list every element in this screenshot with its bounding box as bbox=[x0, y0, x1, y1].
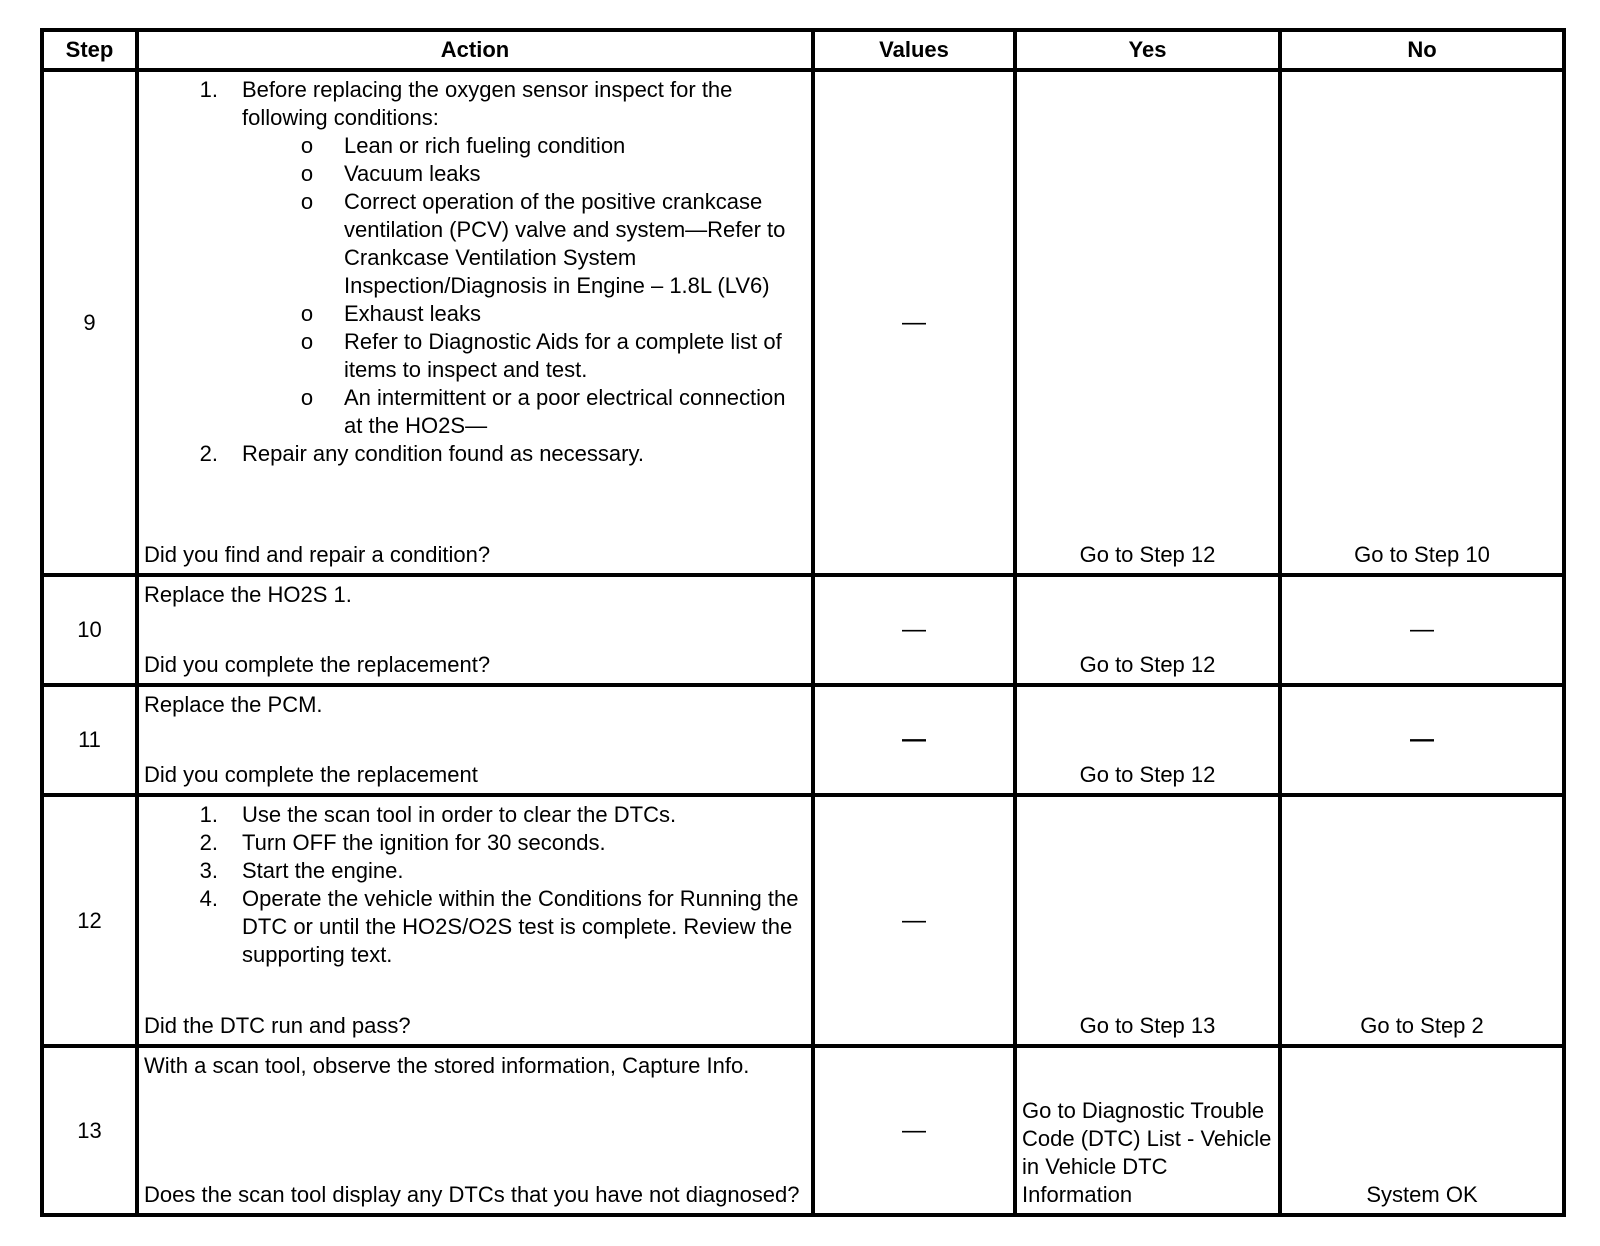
question-text: Does the scan tool display any DTCs that you have not diagnosed? bbox=[144, 1182, 800, 1207]
question-text: Did you complete the replacement? bbox=[144, 652, 491, 677]
list-item: 4. Operate the vehicle within the Conditions for Running the DTC or until the HO2S/O2S test is complete. Review the supporting text. bbox=[199, 886, 799, 967]
table-row-step-12 bbox=[42, 795, 1564, 1046]
values-cell: — bbox=[813, 685, 1015, 795]
bullet-icon: o bbox=[300, 161, 314, 186]
sub-list-item: o An intermittent or a poor electrical connection at the HO2S— bbox=[270, 384, 807, 440]
list-item: 3. Start the engine. bbox=[199, 858, 404, 883]
list-item: 1. Use the scan tool in order to clear the DTCs. bbox=[199, 802, 677, 827]
list-item: 2. Repair any condition found as necessary. bbox=[199, 441, 644, 466]
action-cell bbox=[137, 575, 813, 685]
list-item: 1. Before replacing the oxygen sensor inspect for the following conditions: o Lean or rich fueling condition o Vacuum leaks o Correct operation of the positive crankcase ventilation (PCV) valve and system—Refer to Crankcase Ventilation System Inspection/Diagnosis in Engine – 1.8L (LV6) o Exhaust leaks o Refer to Diagnostic Aids for a complete list of items to inspect and test. o An intermittent or a poor electrical connection at the HO2S— bbox=[184, 76, 807, 440]
sub-list-item: o Lean or rich fueling condition bbox=[270, 132, 807, 160]
header-action: Action bbox=[137, 30, 813, 70]
no-cell: Go to Step 10 bbox=[1280, 70, 1564, 575]
diagnostic-steps-table bbox=[40, 28, 1566, 1217]
step-number: 13 bbox=[42, 1046, 137, 1215]
numbered-list bbox=[144, 76, 807, 468]
values-cell: — bbox=[813, 1046, 1015, 1215]
header-step: Step bbox=[42, 30, 137, 70]
step-number: 11 bbox=[42, 685, 137, 795]
bullet-icon: o bbox=[300, 301, 314, 326]
question-text: Did the DTC run and pass? bbox=[144, 1013, 411, 1038]
no-cell: — bbox=[1280, 685, 1564, 795]
header-values: Values bbox=[813, 30, 1015, 70]
diagnostic-table-sheet bbox=[40, 28, 1562, 1217]
yes-cell: Go to Diagnostic Trouble Code (DTC) List - Vehicle in Vehicle DTC Information bbox=[1015, 1046, 1280, 1215]
action-cell bbox=[137, 1046, 813, 1215]
no-cell: — bbox=[1280, 575, 1564, 685]
table-row-step-13 bbox=[42, 1046, 1564, 1215]
question-text: Did you find and repair a condition? bbox=[144, 542, 491, 567]
table-row-step-11 bbox=[42, 685, 1564, 795]
table-header-row bbox=[42, 30, 1564, 70]
header-no: No bbox=[1280, 30, 1564, 70]
header-yes: Yes bbox=[1015, 30, 1280, 70]
table-row-step-9 bbox=[42, 70, 1564, 575]
yes-cell: Go to Step 12 bbox=[1015, 685, 1280, 795]
yes-cell: Go to Step 13 bbox=[1015, 795, 1280, 1046]
values-cell: — bbox=[813, 70, 1015, 575]
bullet-icon: o bbox=[300, 329, 314, 354]
question-text: Did you complete the replacement bbox=[144, 762, 478, 787]
action-text: Replace the HO2S 1. bbox=[144, 582, 352, 607]
action-cell bbox=[137, 685, 813, 795]
action-text: With a scan tool, observe the stored information, Capture Info. bbox=[144, 1053, 750, 1078]
bullet-icon: o bbox=[300, 189, 314, 214]
sub-list-item: o Vacuum leaks bbox=[270, 160, 807, 188]
step-number: 9 bbox=[42, 70, 137, 575]
action-cell bbox=[137, 795, 813, 1046]
action-text: Replace the PCM. bbox=[144, 692, 323, 717]
no-cell: System OK bbox=[1280, 1046, 1564, 1215]
table-row-step-10 bbox=[42, 575, 1564, 685]
yes-cell: Go to Step 12 bbox=[1015, 575, 1280, 685]
no-cell: Go to Step 2 bbox=[1280, 795, 1564, 1046]
values-cell: — bbox=[813, 575, 1015, 685]
bullet-icon: o bbox=[300, 133, 314, 158]
step-number: 12 bbox=[42, 795, 137, 1046]
bullet-icon: o bbox=[300, 385, 314, 410]
values-cell: — bbox=[813, 795, 1015, 1046]
sub-list-item: o Refer to Diagnostic Aids for a complete list of items to inspect and test. bbox=[270, 328, 807, 384]
yes-cell: Go to Step 12 bbox=[1015, 70, 1280, 575]
sub-list bbox=[270, 132, 807, 440]
numbered-list bbox=[144, 801, 807, 969]
sub-list-item: o Exhaust leaks bbox=[270, 300, 807, 328]
list-item: 2. Turn OFF the ignition for 30 seconds. bbox=[199, 830, 606, 855]
sub-list-item: o Correct operation of the positive crankcase ventilation (PCV) valve and system—Refer to Crankcase Ventilation System Inspection/Diagnosis in Engine – 1.8L (LV6) bbox=[270, 188, 807, 300]
step-number: 10 bbox=[42, 575, 137, 685]
action-cell bbox=[137, 70, 813, 575]
